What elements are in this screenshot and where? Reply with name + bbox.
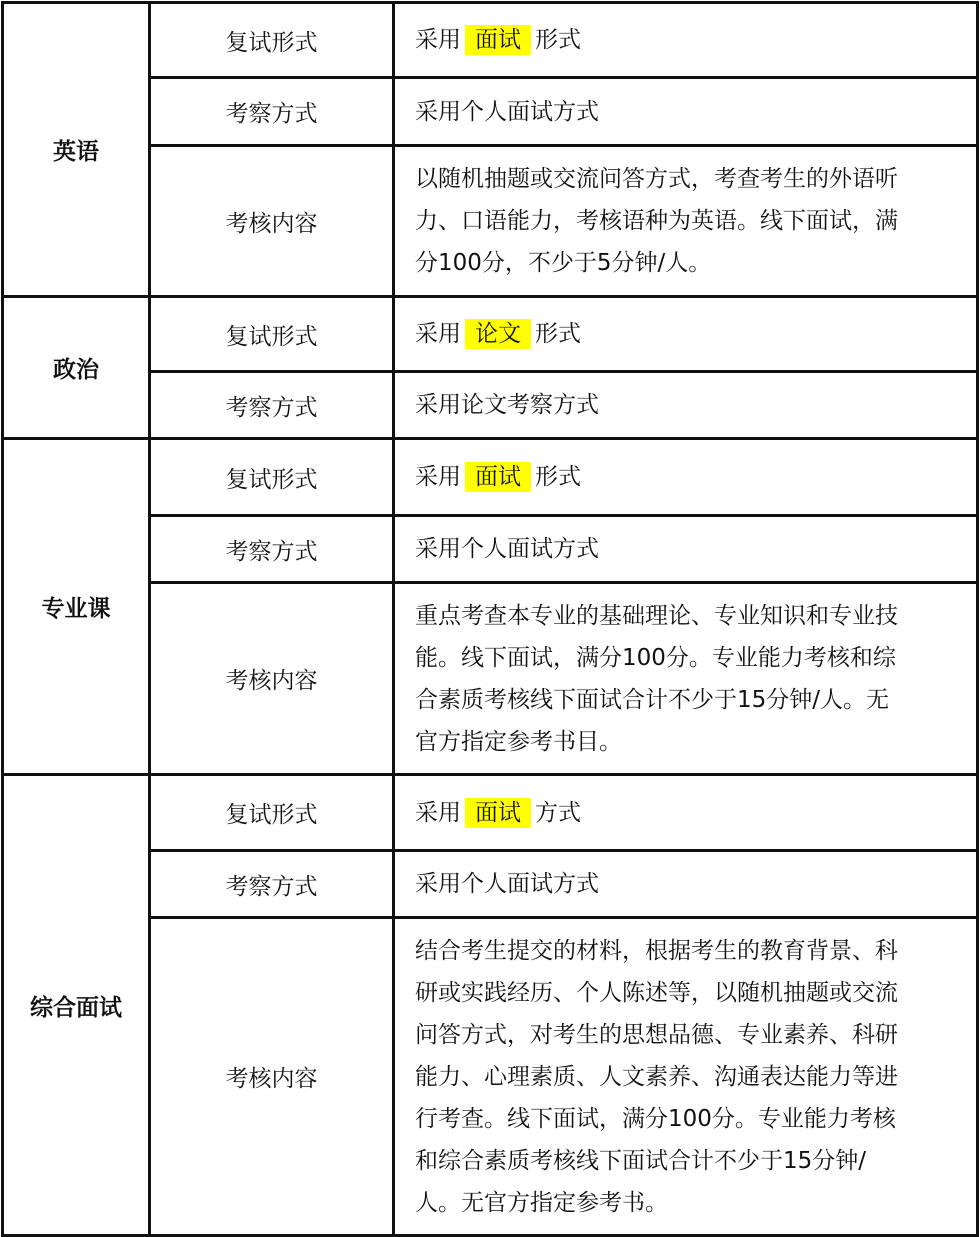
table-row xyxy=(3,297,978,372)
item-value: 采用论文考察方式 xyxy=(394,372,978,439)
value-line: 人。无官方指定参考书。 xyxy=(415,1189,668,1216)
table-row xyxy=(3,918,978,1236)
interview-table xyxy=(1,1,979,1237)
value-prefix: 采用 xyxy=(415,464,461,490)
value-line: 研或实践经历、个人陈述等，以随机抽题或交流 xyxy=(415,979,898,1006)
table-row xyxy=(3,3,978,78)
table-row xyxy=(3,78,978,146)
highlighted-text: 论文 xyxy=(465,319,531,349)
value-line: 能力、心理素质、人文素养、沟通表达能力等进 xyxy=(415,1063,898,1090)
item-value xyxy=(394,918,978,1236)
value-suffix: 形式 xyxy=(535,321,581,347)
item-value xyxy=(394,146,978,297)
item-label: 考察方式 xyxy=(150,78,394,146)
item-label: 复试形式 xyxy=(150,775,394,851)
value-line: 和综合素质考核线下面试合计不少于15分钟/ xyxy=(415,1147,867,1174)
value-line: 合素质考核线下面试合计不少于15分钟/人。无 xyxy=(415,686,890,713)
value-line: 以随机抽题或交流问答方式，考查考生的外语听 xyxy=(415,166,898,192)
item-value xyxy=(394,583,978,775)
item-label: 考察方式 xyxy=(150,851,394,918)
item-label: 考核内容 xyxy=(150,146,394,297)
item-label: 复试形式 xyxy=(150,3,394,78)
value-suffix: 形式 xyxy=(535,27,581,53)
item-value xyxy=(394,3,978,78)
value-line: 重点考查本专业的基础理论、专业知识和专业技 xyxy=(415,602,898,629)
item-value: 采用个人面试方式 xyxy=(394,516,978,583)
item-value xyxy=(394,297,978,372)
item-label: 考核内容 xyxy=(150,918,394,1236)
table-row xyxy=(3,516,978,583)
category-cell: 政治 xyxy=(3,297,150,439)
value-suffix: 方式 xyxy=(535,799,581,826)
item-label: 考核内容 xyxy=(150,583,394,775)
item-label: 考察方式 xyxy=(150,516,394,583)
category-cell: 英语 xyxy=(3,3,150,297)
highlighted-text: 面试 xyxy=(465,462,531,492)
category-cell: 专业课 xyxy=(3,439,150,775)
item-value xyxy=(394,775,978,851)
item-label: 考察方式 xyxy=(150,372,394,439)
table-row xyxy=(3,775,978,851)
table-row xyxy=(3,372,978,439)
table-row xyxy=(3,439,978,516)
table-row xyxy=(3,583,978,775)
highlighted-text: 面试 xyxy=(465,25,531,55)
value-line: 官方指定参考书目。 xyxy=(415,728,622,755)
highlighted-text: 面试 xyxy=(465,798,531,828)
value-line: 能。线下面试，满分100分。专业能力考核和综 xyxy=(415,644,896,671)
category-cell: 综合面试 xyxy=(3,775,150,1236)
table-row xyxy=(3,146,978,297)
value-line: 分100分，不少于5分钟/人。 xyxy=(415,250,712,276)
item-label: 复试形式 xyxy=(150,297,394,372)
value-line: 力、口语能力，考核语种为英语。线下面试，满 xyxy=(415,208,898,234)
value-line: 结合考生提交的材料，根据考生的教育背景、科 xyxy=(415,937,898,964)
table-row xyxy=(3,851,978,918)
item-value xyxy=(394,439,978,516)
value-prefix: 采用 xyxy=(415,321,461,347)
value-suffix: 形式 xyxy=(535,464,581,490)
value-line: 问答方式，对考生的思想品德、专业素养、科研 xyxy=(415,1021,898,1048)
value-line: 行考查。线下面试，满分100分。专业能力考核 xyxy=(415,1105,896,1132)
value-prefix: 采用 xyxy=(415,27,461,53)
item-label: 复试形式 xyxy=(150,439,394,516)
item-value: 采用个人面试方式 xyxy=(394,78,978,146)
value-prefix: 采用 xyxy=(415,799,461,826)
item-value: 采用个人面试方式 xyxy=(394,851,978,918)
